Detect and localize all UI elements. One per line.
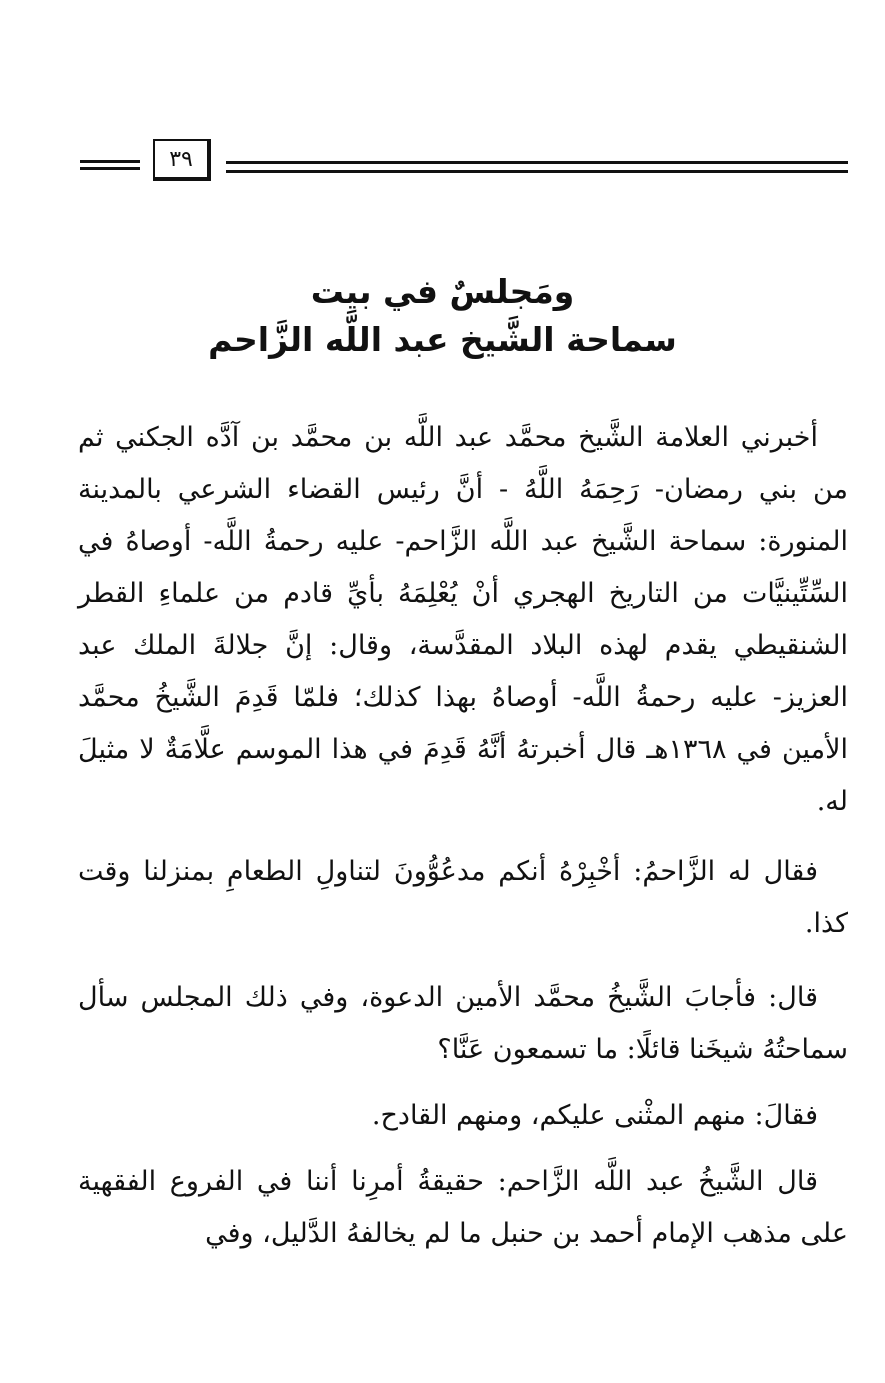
body-text	[78, 412, 848, 1260]
section-title-line-2: سماحة الشَّيخ عبد اللَّه الزَّاحم	[208, 320, 677, 359]
rule-line	[226, 170, 848, 173]
paragraph-5: قال الشَّيخُ عبد اللَّه الزَّاحم: حقيقةُ أمرِنا أننا في الفروع الفقهية على مذهب الإمام أحمد بن حنبل ما لم يخالفهُ الدَّليل، وفي	[78, 1166, 848, 1249]
section-title-line-1: ومَجلسٌ في بيت	[310, 272, 575, 311]
rule-line	[80, 160, 140, 163]
header-right-rule	[226, 161, 848, 177]
page-number: ٣٩	[153, 139, 211, 181]
paragraph-1: أخبرني العلامة الشَّيخ محمَّد عبد اللَّه بن محمَّد بن آدَّه الجكني ثم من بني رمضان- رَحِمَهُ اللَّهُ - أنَّ رئيس القضاء الشرعي بالمدينة المنورة: سماحة الشَّيخ عبد اللَّه الزَّاحم- عليه رحمةُ اللَّه- أوصاهُ في السِّتِّينيَّات من التاريخ الهجري أنْ يُعْلِمَهُ بأيِّ قادم من علماءِ القطر الشنقيطي يقدم لهذه البلاد المقدَّسة، وقال: إنَّ جلالةَ الملك عبد العزيز- عليه رحمةُ اللَّه- أوصاهُ بهذا كذلك؛ فلمّا قَدِمَ الشَّيخُ محمَّد الأمين في ١٣٦٨هـ قال أخبرتهُ أنَّهُ قَدِمَ في هذا الموسم علَّامَةٌ لا مثيلَ له.	[78, 422, 849, 817]
paragraph-2: فقال له الزَّاحمُ: أخْبِرْهُ أنكم مدعُوُّونَ لتناولِ الطعامِ بمنزلنا وقت كذا.	[78, 856, 848, 939]
paragraph-3: قال: فأجابَ الشَّيخُ محمَّد الأمين الدعوة، وفي ذلك المجلس سأل سماحتُهُ شيخَنا قائلًا: ما تسمعون عَنَّا؟	[78, 982, 848, 1065]
rule-line	[226, 161, 848, 164]
header-left-rule	[80, 160, 140, 174]
paragraph-4: فقالَ: منهم المثْنى عليكم، ومنهم القادح.	[371, 1100, 818, 1131]
section-title	[160, 268, 725, 364]
rule-line	[80, 167, 140, 170]
